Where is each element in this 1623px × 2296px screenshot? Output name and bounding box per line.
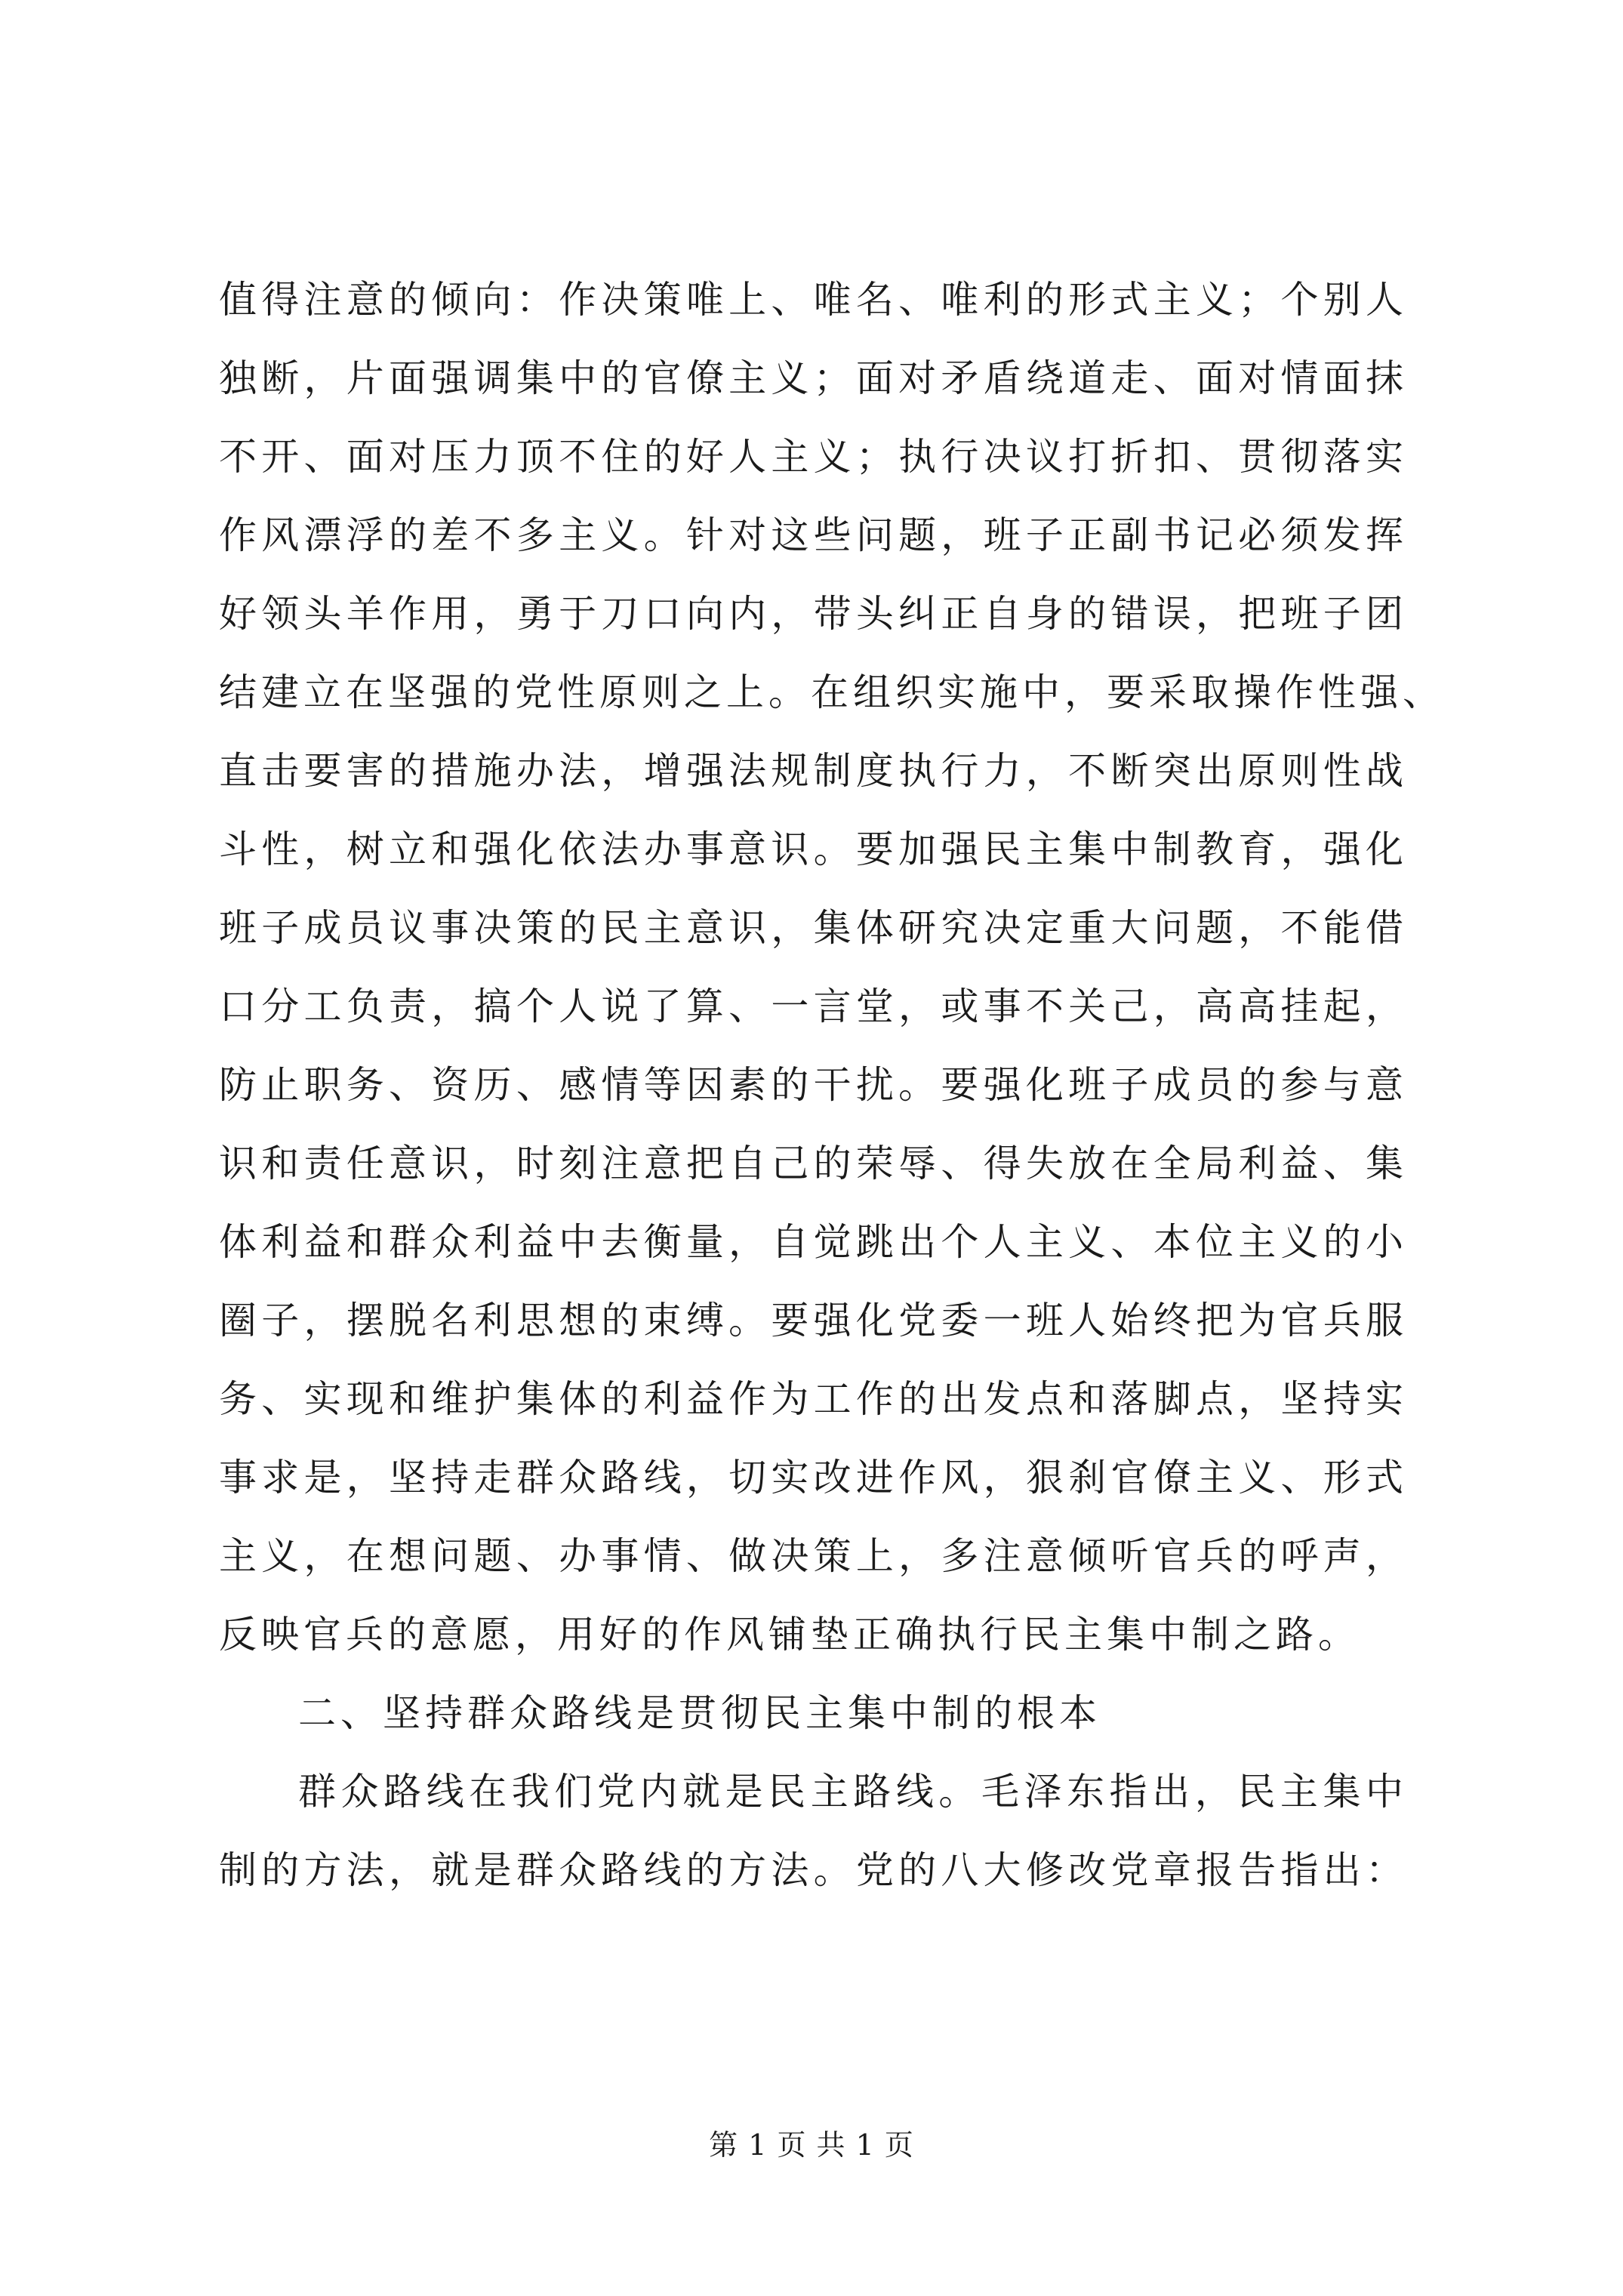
- text-line-18: 反映官兵的意愿，用好的作风铺垫正确执行民主集中制之路。: [219, 1613, 1360, 1657]
- text-line-2: 独断，片面强调集中的官僚主义；面对矛盾绕道走、面对情面抹: [219, 356, 1408, 400]
- text-line-14: 圈子，摆脱名利思想的束缚。要强化党委一班人始终把为官兵服: [219, 1299, 1408, 1342]
- text-line-1: 值得注意的倾向：作决策唯上、唯名、唯利的形式主义；个别人: [219, 278, 1408, 322]
- text-line-13: 体利益和群众利益中去衡量，自觉跳出个人主义、本位主义的小: [219, 1220, 1408, 1264]
- text-line-16: 事求是，坚持走群众路线，切实改进作风，狠刹官僚主义、形式: [219, 1456, 1408, 1499]
- text-line-21: 制的方法，就是群众路线的方法。党的八大修改党章报告指出：: [219, 1848, 1408, 1892]
- text-line-7: 直击要害的措施办法，增强法规制度执行力，不断突出原则性战: [219, 749, 1408, 793]
- section-heading: 二、坚持群众路线是贯彻民主集中制的根本: [298, 1691, 1101, 1735]
- text-line-15: 务、实现和维护集体的利益作为工作的出发点和落脚点，坚持实: [219, 1377, 1408, 1421]
- text-line-6: 结建立在坚强的党性原则之上。在组织实施中，要采取操作性强、: [219, 670, 1445, 714]
- text-line-5: 好领头羊作用，勇于刀口向内，带头纠正自身的错误，把班子团: [219, 592, 1408, 636]
- text-line-11: 防止职务、资历、感情等因素的干扰。要强化班子成员的参与意: [219, 1063, 1408, 1107]
- text-line-12: 识和责任意识，时刻注意把自己的荣辱、得失放在全局利益、集: [219, 1142, 1408, 1185]
- text-line-10: 口分工负责，搞个人说了算、一言堂，或事不关己，高高挂起，: [219, 985, 1408, 1028]
- text-line-9: 班子成员议事决策的民主意识，集体研究决定重大问题，不能借: [219, 906, 1408, 950]
- text-line-3: 不开、面对压力顶不住的好人主义；执行决议打折扣、贯彻落实: [219, 435, 1408, 479]
- body-text: [219, 260, 1445, 1909]
- text-line-8: 斗性，树立和强化依法办事意识。要加强民主集中制教育，强化: [219, 827, 1408, 871]
- page-footer: 第 1 页 共 1 页: [709, 2128, 914, 2162]
- text-line-17: 主义，在想问题、办事情、做决策上，多注意倾听官兵的呼声，: [219, 1534, 1408, 1578]
- text-line-4: 作风漂浮的差不多主义。针对这些问题，班子正副书记必须发挥: [219, 513, 1408, 557]
- text-line-20: 群众路线在我们党内就是民主路线。毛泽东指出，民主集中: [298, 1770, 1408, 1814]
